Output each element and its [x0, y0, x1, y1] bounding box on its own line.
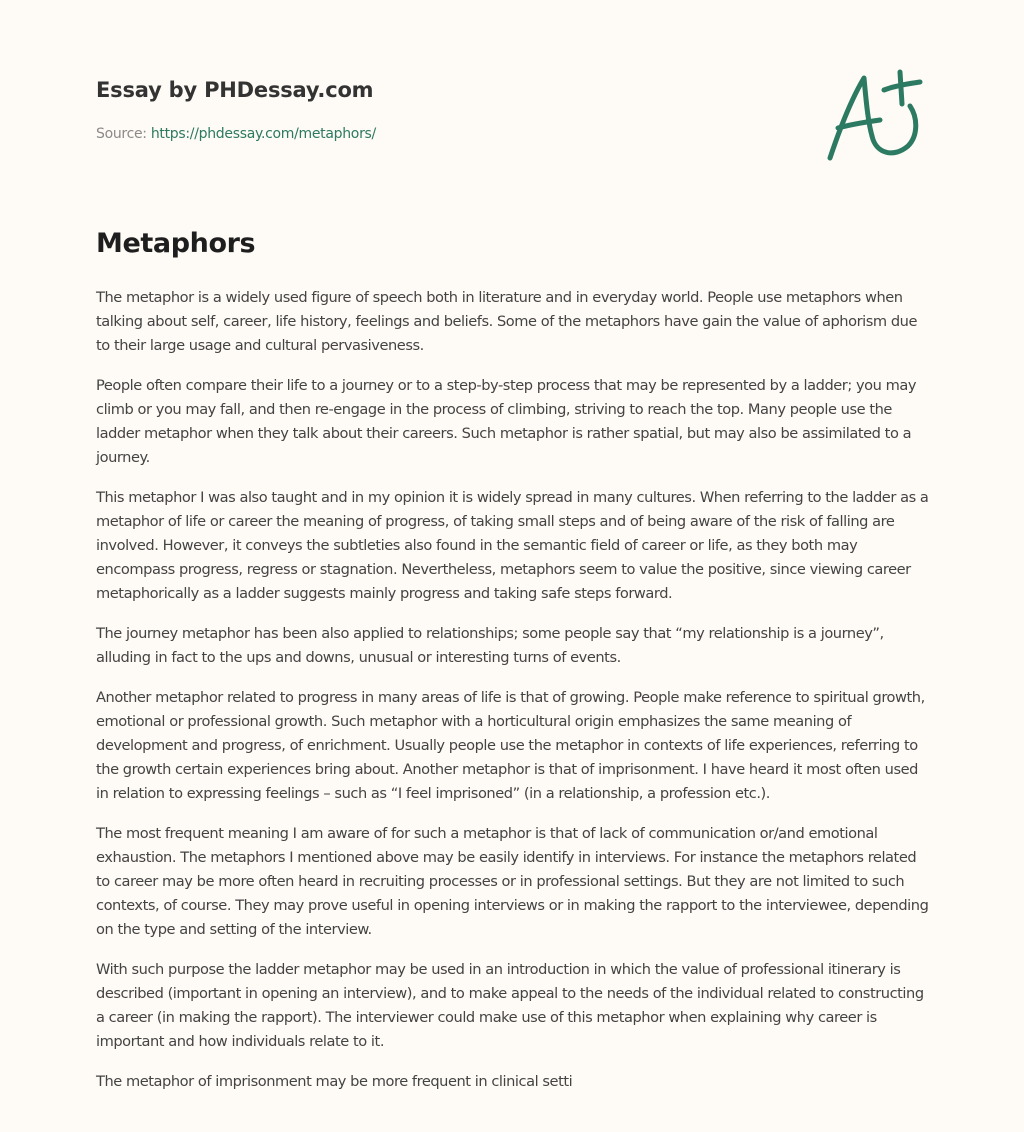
paragraph: People often compare their life to a journey or to a step-by-step process that may be represented by a ladder; you may climb or you may fall, and then re-engage in the process of climbing, striving to reach the top. Many people use the ladder metaphor when they talk about their careers. Such metaphor is rather spatial, but may also be assimilated to a journey. — [96, 377, 917, 466]
source-link[interactable]: https://phdessay.com/metaphors/ — [150, 126, 376, 142]
paragraph: The metaphor of imprisonment may be more frequent in clinical setti — [96, 1073, 573, 1090]
source-line — [96, 124, 796, 144]
document-title: Metaphors — [96, 228, 256, 259]
paragraph: Another metaphor related to progress in many areas of life is that of growing. People make reference to spiritual growth, emotional or professional growth. Such metaphor with a horticultural origin emphasizes the same meaning of development and progress, of enrichment. Usually people use the metaphor in contexts of life experiences, referring to the growth certain experiences bring about. Another metaphor is that of imprisonment. I have heard it most often used in relation to expressing feelings – such as “I feel imprisoned” (in a relationship, a profession etc.). — [96, 689, 925, 802]
paragraph: With such purpose the ladder metaphor may be used in an introduction in which the value of professional itinerary is described (important in opening an interview), and to make appeal to the needs of the individual related to constructing a career (in making the rapport). The interviewer could make use of this metaphor when explaining why career is important and how individuals relate to it. — [96, 961, 924, 1050]
site-title: Essay by PHDessay.com — [96, 78, 374, 102]
paragraph: The metaphor is a widely used figure of speech both in literature and in everyday world. People use metaphors when talking about self, career, life history, feelings and beliefs. Some of the metaphors have gain the value of aphorism due to their large usage and cultural pervasiveness. — [96, 289, 917, 354]
page-header — [96, 74, 796, 144]
paragraph: The most frequent meaning I am aware of for such a metaphor is that of lack of communication or/and emotional exhaustion. The metaphors I mentioned above may be easily identify in interviews. For instance the metaphors related to career may be more often heard in recruiting processes or in professional settings. But they are not limited to such contexts, of course. They may prove useful in opening interviews or in making the rapport to the interviewee, depending on the type and setting of the interview. — [96, 825, 929, 938]
essay-body — [96, 286, 932, 1110]
paragraph: This metaphor I was also taught and in my opinion it is widely spread in many cultures. When referring to the ladder as a metaphor of life or career the meaning of progress, of taking small steps and of being aware of the risk of falling are involved. However, it conveys the subtleties also found in the semantic field of career or life, as they both may encompass progress, regress or stagnation. Nevertheless, metaphors seem to value the positive, since viewing career metaphorically as a ladder suggests mainly progress and taking safe steps forward. — [96, 489, 929, 602]
source-label: Source: — [96, 126, 147, 142]
paragraph: The journey metaphor has been also applied to relationships; some people say that “my relationship is a journey”, alluding in fact to the ups and downs, unusual or interesting turns of events. — [96, 625, 884, 666]
a-plus-grade-icon — [822, 66, 928, 166]
